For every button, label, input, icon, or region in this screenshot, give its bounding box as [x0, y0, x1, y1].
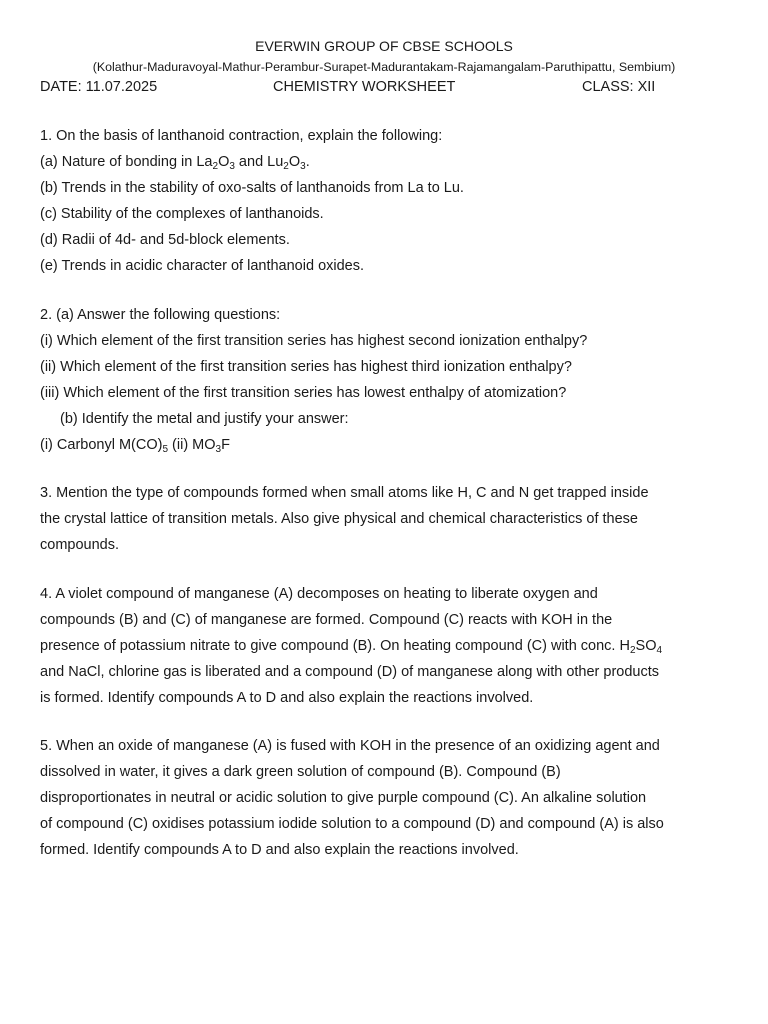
question-3: [40, 481, 740, 559]
worksheet-date: DATE: 11.07.2025: [40, 79, 158, 95]
question-2-stem: 2. (a) Answer the following questions:: [40, 307, 281, 323]
question-2-part-iii: (iii) Which element of the first transition series has lowest enthalpy of atomization?: [40, 384, 567, 401]
question-4-line: compounds (B) and (C) of manganese are formed. Compound (C) reacts with KOH in the: [40, 611, 613, 628]
question-4: [40, 582, 740, 712]
question-2-part-b: (b) Identify the metal and justify your answer:: [60, 410, 349, 427]
school-name: EVERWIN GROUP OF CBSE SCHOOLS: [255, 38, 513, 54]
question-1-part-a: (a) Nature of bonding in $La_2O_3$ and $Lu_2O_3$.: [40, 153, 310, 172]
header-info-row: [40, 78, 680, 96]
question-2-part-b-items: (i) Carbonyl $M(CO)_5$ (ii) $MO_3F$: [40, 436, 230, 455]
question-4-line: and NaCl, chlorine gas is liberated and a compound (D) of manganese along with other products: [40, 663, 660, 680]
question-2-part-ii: (ii) Which element of the first transition series has highest third ionization enthalpy?: [40, 358, 572, 375]
question-4-line: 4. A violet compound of manganese (A) decomposes on heating to liberate oxygen and: [40, 586, 598, 602]
question-4-line: is formed. Identify compounds A to D and also explain the reactions involved.: [40, 689, 534, 706]
question-5-line: formed. Identify compounds A to D and also explain the reactions involved.: [40, 841, 519, 858]
question-5-line: disproportionates in neutral or acidic solution to give purple compound (C). An alkaline solution: [40, 789, 647, 806]
question-1-part-b: (b) Trends in the stability of oxo-salts of lanthanoids from La to Lu.: [40, 179, 464, 196]
question-2-part-i: (i) Which element of the first transition series has highest second ionization enthalpy?: [40, 332, 588, 349]
question-1-part-e: (e) Trends in acidic character of lanthanoid oxides.: [40, 257, 365, 274]
question-5-line: of compound (C) oxidises potassium iodide solution to a compound (D) and compound (A) is also: [40, 815, 664, 832]
branch-list: (Kolathur-Maduravoyal-Mathur-Perambur-Surapet-Madurantakam-Rajamangalam-Paruthipattu, Sembium): [92, 60, 676, 74]
question-4-line: presence of potassium nitrate to give compound (B). On heating compound (C) with conc. $H_2SO_4$: [40, 637, 663, 656]
question-1-part-d: (d) Radii of 4d- and 5d-block elements.: [40, 231, 290, 248]
question-3-line: compounds.: [40, 536, 119, 553]
question-2: [40, 303, 740, 458]
question-5-line: 5. When an oxide of manganese (A) is fused with KOH in the presence of an oxidizing agent and: [40, 738, 660, 754]
class-label: CLASS: XII: [582, 79, 656, 95]
question-1: [40, 124, 740, 279]
question-1-stem: 1. On the basis of lanthanoid contraction, explain the following:: [40, 128, 443, 144]
question-1-part-c: (c) Stability of the complexes of lanthanoids.: [40, 205, 324, 222]
question-3-line: the crystal lattice of transition metals. Also give physical and chemical characteristics of these: [40, 510, 638, 527]
question-5-line: dissolved in water, it gives a dark green solution of compound (B). Compound (B): [40, 763, 561, 780]
question-5: [40, 734, 740, 864]
question-3-line: 3. Mention the type of compounds formed when small atoms like H, C and N get trapped inside: [40, 485, 649, 501]
worksheet-title: CHEMISTRY WORKSHEET: [273, 79, 456, 95]
